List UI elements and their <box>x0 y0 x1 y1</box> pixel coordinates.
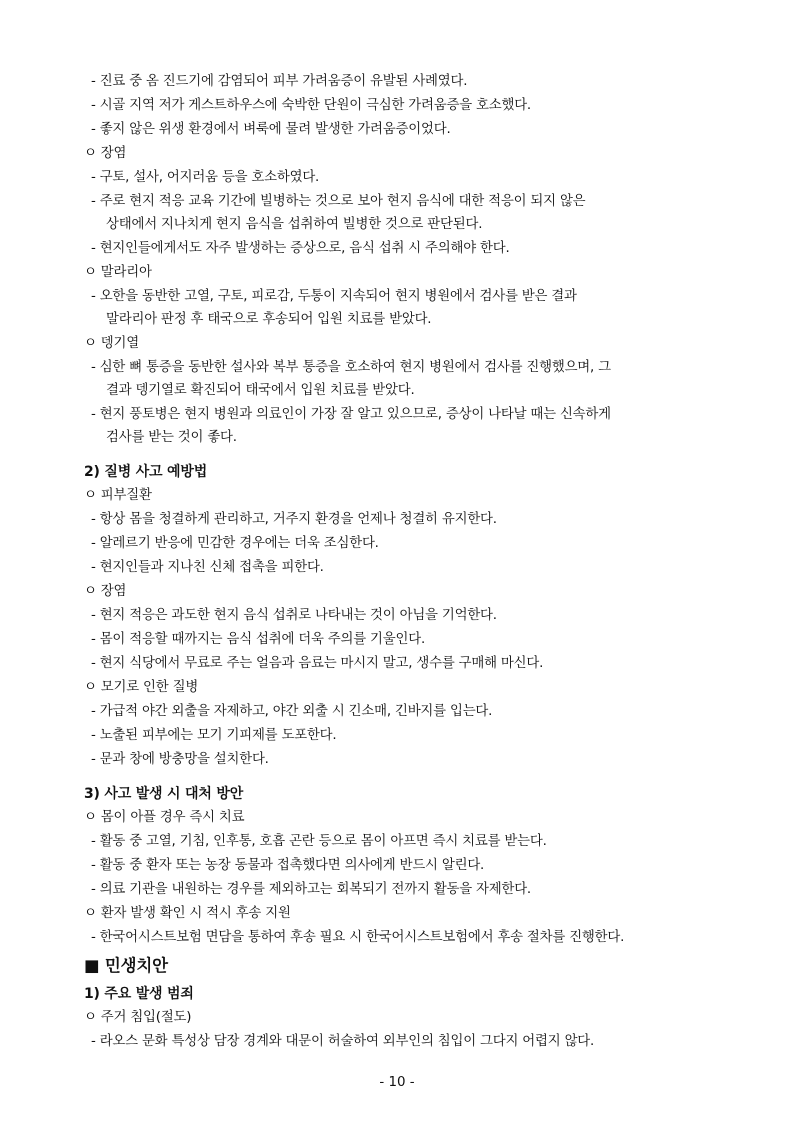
item-dash: - 라오스 문화 특성상 담장 경계와 대문이 허술하여 외부인의 침입이 그다지 어렵지 않다. <box>91 1034 595 1049</box>
item-dash: - 가급적 야간 외출을 자제하고, 야간 외출 시 긴소매, 긴바지를 입는다. <box>91 704 493 719</box>
item-dash: - 문과 창에 방충망을 설치한다. <box>91 752 269 767</box>
item-dash: - 현지 식당에서 무료로 주는 얼음과 음료는 마시지 말고, 생수를 구매해 마신다. <box>91 656 544 671</box>
item-circle: ㅇ 환자 발생 확인 시 적시 후송 지원 <box>84 906 291 921</box>
item-dash: - 진료 중 옴 진드기에 감염되어 피부 가려움증이 유발된 사례였다. <box>91 74 468 89</box>
item-dash: - 구토, 설사, 어지러움 등을 호소하였다. <box>91 170 320 185</box>
item-dash: - 현지인들과 지나친 신체 접촉을 피한다. <box>91 560 324 575</box>
item-dash: - 몸이 적응할 때까지는 음식 섭취에 더욱 주의를 기울인다. <box>91 632 426 647</box>
item-dash: - 한국어시스트보험 면담을 통하여 후송 필요 시 한국어시스트보험에서 후송 절차를 진행한다. <box>91 930 625 945</box>
item-dash: - 현지 풍토병은 현지 병원과 의료인이 가장 잘 알고 있으므로, 증상이 나타날 때는 신속하게 <box>91 407 611 422</box>
chapter-heading: ■ 민생치안 <box>84 956 168 975</box>
item-dash: - 현지인들에게서도 자주 발생하는 증상으로, 음식 섭취 시 주의해야 한다. <box>91 241 510 256</box>
item-dash: - 심한 뼈 통증을 동반한 설사와 복부 통증을 호소하여 현지 병원에서 검사를 진행했으며, 그 <box>91 360 611 375</box>
item-continuation: 결과 뎅기열로 확진되어 태국에서 입원 치료를 받았다. <box>106 383 415 398</box>
item-dash: - 활동 중 고열, 기침, 인후통, 호흡 곤란 등으로 몸이 아프면 즉시 치료를 받는다. <box>91 834 547 849</box>
item-dash: - 알레르기 반응에 민감한 경우에는 더욱 조심한다. <box>91 536 379 551</box>
section-heading: 2) 질병 사고 예방법 <box>84 464 208 480</box>
item-dash: - 좋지 않은 위생 환경에서 벼룩에 물려 발생한 가려움증이었다. <box>91 122 451 137</box>
section-heading: 3) 사고 발생 시 대처 방안 <box>84 786 244 802</box>
item-circle: ㅇ 몸이 아플 경우 즉시 치료 <box>84 810 245 825</box>
page-number: - 10 - <box>379 1075 415 1090</box>
item-dash: - 의료 기관을 내원하는 경우를 제외하고는 회복되기 전까지 활동을 자제한다. <box>91 882 531 897</box>
item-circle: ㅇ 모기로 인한 질병 <box>84 680 199 695</box>
item-dash: - 활동 중 환자 또는 농장 동물과 접촉했다면 의사에게 반드시 알린다. <box>91 858 485 873</box>
item-dash: - 현지 적응은 과도한 현지 음식 섭취로 나타내는 것이 아님을 기억한다. <box>91 608 497 623</box>
item-circle: ㅇ 뎅기열 <box>84 336 139 351</box>
item-circle: ㅇ 장염 <box>84 584 127 599</box>
item-dash: - 시골 지역 저가 게스트하우스에 숙박한 단원이 극심한 가려움증을 호소했다. <box>91 98 531 113</box>
item-circle: ㅇ 장염 <box>84 146 127 161</box>
item-dash: - 오한을 동반한 고열, 구토, 피로감, 두통이 지속되어 현지 병원에서 검사를 받은 결과 <box>91 289 577 304</box>
item-continuation: 말라리아 판정 후 태국으로 후송되어 입원 치료를 받았다. <box>106 312 432 327</box>
item-circle: ㅇ 피부질환 <box>84 488 152 503</box>
item-dash: - 항상 몸을 청결하게 관리하고, 거주지 환경을 언제나 청결히 유지한다. <box>91 512 497 527</box>
item-circle: ㅇ 주거 침입(절도) <box>84 1010 192 1025</box>
item-circle: ㅇ 말라리아 <box>84 265 152 280</box>
item-dash: - 주로 현지 적응 교육 기간에 빌병하는 것으로 보아 현지 음식에 대한 적응이 되지 않은 <box>91 194 586 209</box>
item-continuation: 상태에서 지나치게 현지 음식을 섭취하여 빌병한 것으로 판단된다. <box>106 217 483 232</box>
section-heading: 1) 주요 발생 범죄 <box>84 986 194 1002</box>
item-dash: - 노출된 피부에는 모기 기피제를 도포한다. <box>91 728 337 743</box>
item-continuation: 검사를 받는 것이 좋다. <box>106 430 237 445</box>
